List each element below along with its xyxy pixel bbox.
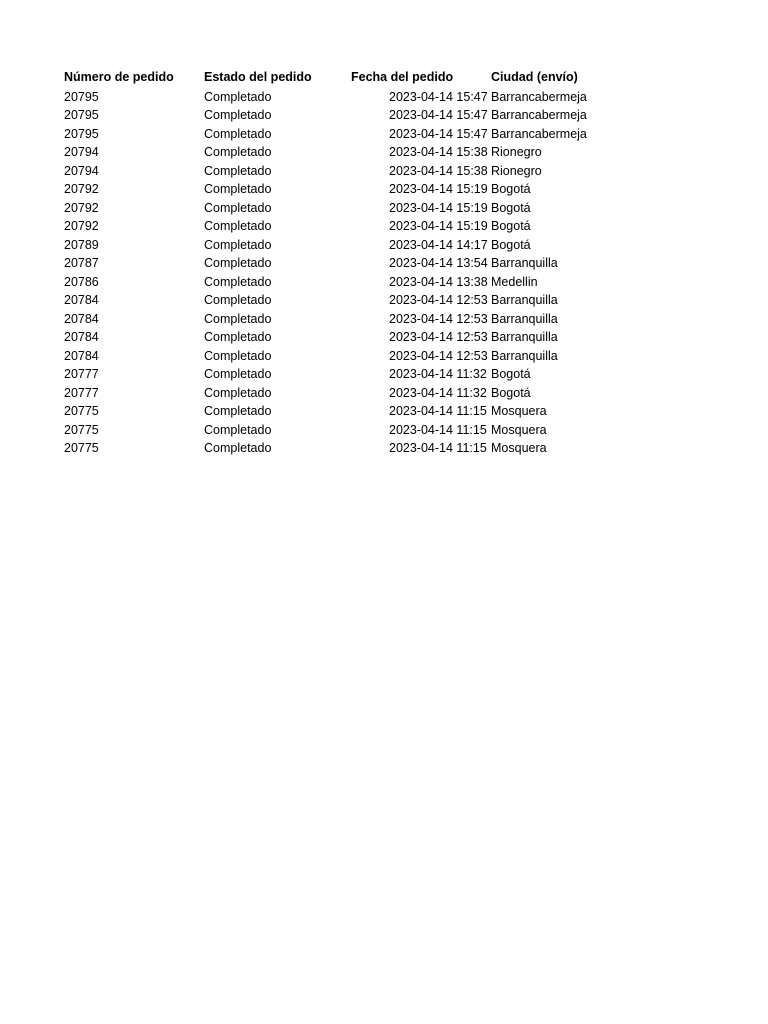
cell-ciudad-envio: Barrancabermeja: [491, 108, 587, 122]
cell-estado-pedido: Completado: [204, 348, 272, 363]
cell-fecha-pedido: 2023-04-14 12:53: [389, 293, 488, 307]
cell-numero-pedido: 20775: [64, 441, 99, 455]
cell-fecha-pedido: 2023-04-14 12:53: [389, 311, 488, 326]
cell-numero-pedido: 20795: [64, 108, 99, 122]
table-row: [64, 347, 704, 366]
cell-ciudad-envio: Barranquilla: [491, 256, 558, 270]
cell-numero-pedido: 20792: [64, 200, 99, 215]
cell-ciudad-envio: Bogotá: [491, 200, 531, 215]
orders-table: [64, 68, 704, 458]
table-row: [64, 217, 704, 236]
cell-ciudad-envio: Mosquera: [491, 404, 547, 418]
table-row: [64, 328, 704, 347]
cell-ciudad-envio: Barranquilla: [491, 293, 558, 307]
cell-fecha-pedido: 2023-04-14 15:47: [389, 108, 488, 122]
table-row: [64, 236, 704, 255]
cell-estado-pedido: Completado: [204, 108, 272, 122]
table-row: [64, 254, 704, 273]
table-row: [64, 291, 704, 310]
cell-fecha-pedido: 2023-04-14 13:38: [389, 274, 488, 289]
cell-fecha-pedido: 2023-04-14 11:32: [389, 367, 487, 381]
cell-numero-pedido: 20794: [64, 145, 99, 159]
cell-estado-pedido: Completado: [204, 237, 272, 252]
cell-ciudad-envio: Mosquera: [491, 422, 547, 437]
cell-estado-pedido: Completado: [204, 163, 272, 178]
cell-numero-pedido: 20784: [64, 311, 99, 326]
cell-ciudad-envio: Barrancabermeja: [491, 89, 587, 104]
cell-numero-pedido: 20784: [64, 348, 99, 363]
cell-estado-pedido: Completado: [204, 200, 272, 215]
cell-fecha-pedido: 2023-04-14 11:15: [389, 404, 487, 418]
table-row: [64, 125, 704, 144]
cell-ciudad-envio: Bogotá: [491, 385, 531, 400]
cell-ciudad-envio: Bogotá: [491, 182, 531, 196]
cell-estado-pedido: Completado: [204, 293, 272, 307]
table-row: [64, 310, 704, 329]
cell-numero-pedido: 20795: [64, 89, 99, 104]
cell-fecha-pedido: 2023-04-14 15:19: [389, 200, 488, 215]
cell-estado-pedido: Completado: [204, 126, 272, 141]
cell-fecha-pedido: 2023-04-14 12:53: [389, 330, 488, 344]
header-numero-pedido: Número de pedido: [64, 70, 174, 84]
table-row: [64, 180, 704, 199]
cell-fecha-pedido: 2023-04-14 15:19: [389, 182, 488, 196]
cell-numero-pedido: 20784: [64, 293, 99, 307]
cell-numero-pedido: 20777: [64, 385, 99, 400]
cell-numero-pedido: 20792: [64, 219, 99, 233]
cell-fecha-pedido: 2023-04-14 15:47: [389, 126, 488, 141]
cell-ciudad-envio: Rionegro: [491, 163, 542, 178]
cell-estado-pedido: Completado: [204, 441, 272, 455]
table-row: [64, 199, 704, 218]
table-row: [64, 365, 704, 384]
cell-numero-pedido: 20777: [64, 367, 99, 381]
cell-estado-pedido: Completado: [204, 404, 272, 418]
table-row: [64, 273, 704, 292]
cell-estado-pedido: Completado: [204, 219, 272, 233]
cell-estado-pedido: Completado: [204, 422, 272, 437]
cell-numero-pedido: 20784: [64, 330, 99, 344]
cell-numero-pedido: 20795: [64, 126, 99, 141]
cell-estado-pedido: Completado: [204, 274, 272, 289]
cell-numero-pedido: 20794: [64, 163, 99, 178]
cell-fecha-pedido: 2023-04-14 15:47: [389, 89, 488, 104]
table-row: [64, 384, 704, 403]
cell-estado-pedido: Completado: [204, 385, 272, 400]
header-estado-pedido: Estado del pedido: [204, 70, 312, 84]
cell-estado-pedido: Completado: [204, 367, 272, 381]
cell-ciudad-envio: Bogotá: [491, 219, 531, 233]
header-ciudad-envio: Ciudad (envío): [491, 70, 578, 84]
cell-ciudad-envio: Medellin: [491, 274, 538, 289]
cell-fecha-pedido: 2023-04-14 15:19: [389, 219, 488, 233]
cell-estado-pedido: Completado: [204, 311, 272, 326]
cell-fecha-pedido: 2023-04-14 15:38: [389, 145, 488, 159]
table-row: [64, 88, 704, 107]
cell-ciudad-envio: Bogotá: [491, 237, 531, 252]
table-row: [64, 162, 704, 181]
cell-fecha-pedido: 2023-04-14 11:15: [389, 441, 487, 455]
table-row: [64, 421, 704, 440]
cell-estado-pedido: Completado: [204, 182, 272, 196]
cell-numero-pedido: 20775: [64, 404, 99, 418]
table-row: [64, 439, 704, 458]
cell-ciudad-envio: Barranquilla: [491, 330, 558, 344]
cell-ciudad-envio: Barranquilla: [491, 311, 558, 326]
table-row: [64, 143, 704, 162]
cell-numero-pedido: 20787: [64, 256, 99, 270]
table-header-row: [64, 68, 704, 88]
cell-fecha-pedido: 2023-04-14 12:53: [389, 348, 488, 363]
cell-fecha-pedido: 2023-04-14 11:32: [389, 385, 487, 400]
cell-estado-pedido: Completado: [204, 256, 272, 270]
cell-ciudad-envio: Bogotá: [491, 367, 531, 381]
cell-fecha-pedido: 2023-04-14 14:17: [389, 237, 488, 252]
cell-estado-pedido: Completado: [204, 89, 272, 104]
cell-numero-pedido: 20792: [64, 182, 99, 196]
cell-ciudad-envio: Rionegro: [491, 145, 542, 159]
cell-ciudad-envio: Barranquilla: [491, 348, 558, 363]
cell-ciudad-envio: Barrancabermeja: [491, 126, 587, 141]
cell-estado-pedido: Completado: [204, 330, 272, 344]
cell-ciudad-envio: Mosquera: [491, 441, 547, 455]
table-body: [64, 88, 704, 458]
table-row: [64, 106, 704, 125]
cell-numero-pedido: 20786: [64, 274, 99, 289]
header-fecha-pedido: Fecha del pedido: [351, 70, 454, 84]
cell-numero-pedido: 20775: [64, 422, 99, 437]
cell-estado-pedido: Completado: [204, 145, 272, 159]
cell-fecha-pedido: 2023-04-14 13:54: [389, 256, 488, 270]
cell-numero-pedido: 20789: [64, 237, 99, 252]
cell-fecha-pedido: 2023-04-14 15:38: [389, 163, 488, 178]
cell-fecha-pedido: 2023-04-14 11:15: [389, 422, 487, 437]
table-row: [64, 402, 704, 421]
